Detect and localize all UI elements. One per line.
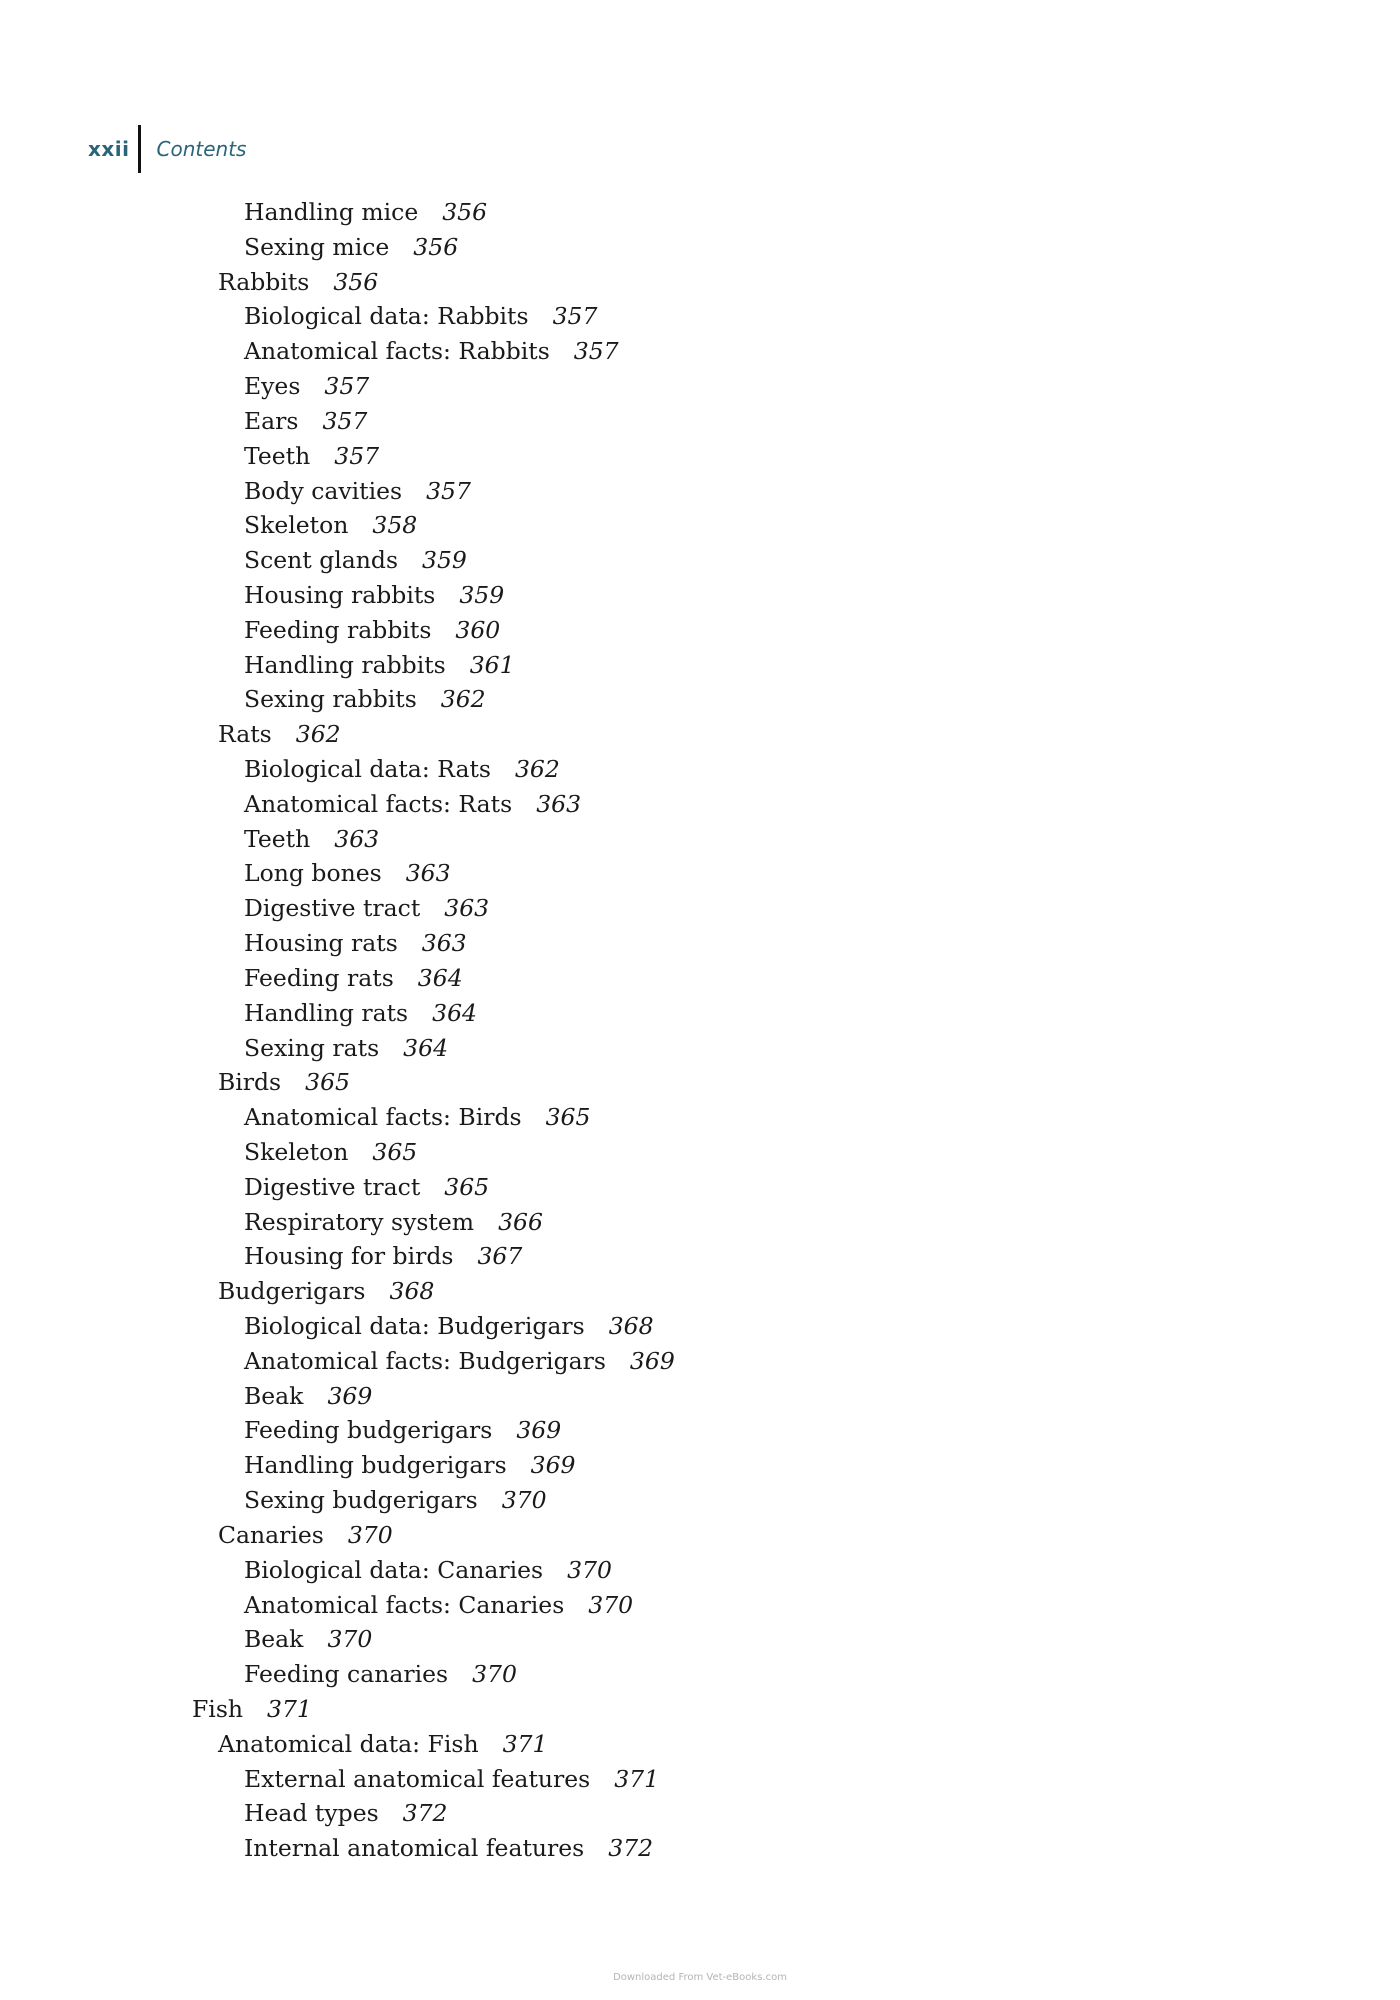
toc-entry-title: Sexing rats bbox=[244, 1033, 380, 1062]
toc-entry-title: Budgerigars bbox=[218, 1277, 366, 1306]
toc-entry bbox=[0, 752, 1400, 787]
toc-entry bbox=[0, 961, 1400, 996]
toc-entry-title: Handling rats bbox=[244, 998, 409, 1027]
toc-entry-title: Fish bbox=[192, 1694, 244, 1723]
toc-entry bbox=[0, 195, 1400, 230]
toc-entry-page: 357 bbox=[426, 476, 471, 505]
toc-entry bbox=[0, 1309, 1400, 1344]
toc-entry-page: 369 bbox=[516, 1416, 562, 1445]
footer-watermark: Downloaded From Vet-eBooks.com bbox=[613, 1972, 787, 1983]
toc-entry bbox=[0, 682, 1400, 717]
toc-entry bbox=[0, 891, 1400, 926]
toc-entry-page: 365 bbox=[545, 1103, 591, 1132]
toc-entry bbox=[0, 1379, 1400, 1414]
toc-entry-title: Rabbits bbox=[218, 267, 310, 296]
toc-entry-title: Handling budgerigars bbox=[244, 1451, 507, 1480]
toc-entry-page: 372 bbox=[608, 1834, 654, 1863]
toc-entry bbox=[0, 1657, 1400, 1692]
toc-entry-title: Teeth bbox=[244, 824, 311, 853]
toc-entry-page: 372 bbox=[402, 1799, 448, 1828]
toc-entry bbox=[0, 1413, 1400, 1448]
table-of-contents bbox=[0, 195, 1400, 1866]
toc-entry-title: Body cavities bbox=[244, 476, 403, 505]
toc-entry bbox=[0, 1727, 1400, 1762]
toc-entry bbox=[0, 996, 1400, 1031]
toc-entry-page: 363 bbox=[421, 929, 467, 958]
toc-entry-page: 357 bbox=[552, 302, 598, 331]
toc-entry-page: 357 bbox=[322, 406, 368, 435]
toc-entry bbox=[0, 1274, 1400, 1309]
toc-entry-title: Sexing rabbits bbox=[244, 685, 417, 714]
toc-entry-page: 370 bbox=[501, 1486, 547, 1515]
toc-entry-page: 356 bbox=[442, 198, 488, 226]
toc-entry-page: 371 bbox=[502, 1729, 548, 1758]
toc-entry-title: Beak bbox=[244, 1381, 304, 1410]
toc-entry-page: 360 bbox=[455, 615, 501, 644]
toc-entry-page: 367 bbox=[477, 1242, 523, 1271]
toc-entry-page: 357 bbox=[334, 441, 380, 470]
toc-entry-title: Biological data: Rats bbox=[244, 755, 491, 783]
toc-entry-page: 356 bbox=[413, 232, 459, 261]
toc-entry-title: Anatomical facts: Birds bbox=[244, 1103, 522, 1132]
toc-entry bbox=[0, 717, 1400, 752]
toc-entry-title: Skeleton bbox=[244, 1137, 349, 1166]
toc-entry-page: 365 bbox=[305, 1068, 350, 1097]
toc-entry-page: 362 bbox=[440, 685, 486, 714]
toc-entry-title: Anatomical facts: Rabbits bbox=[244, 337, 550, 366]
toc-entry-title: Feeding rats bbox=[244, 963, 394, 992]
toc-entry-page: 359 bbox=[459, 580, 505, 609]
toc-entry bbox=[0, 1065, 1400, 1100]
toc-entry bbox=[0, 299, 1400, 334]
toc-entry-title: Feeding canaries bbox=[244, 1660, 449, 1689]
toc-entry bbox=[0, 648, 1400, 683]
toc-entry-page: 363 bbox=[444, 894, 490, 923]
toc-entry-title: Respiratory system bbox=[244, 1207, 475, 1236]
toc-entry bbox=[0, 1100, 1400, 1135]
toc-entry-page: 357 bbox=[324, 372, 370, 401]
toc-entry-page: 363 bbox=[405, 859, 451, 888]
toc-entry-title: Handling rabbits bbox=[244, 650, 446, 679]
toc-entry-page: 371 bbox=[614, 1764, 660, 1793]
toc-entry-page: 370 bbox=[567, 1555, 612, 1584]
toc-entry bbox=[0, 1135, 1400, 1170]
toc-entry-title: Biological data: Canaries bbox=[244, 1555, 544, 1584]
toc-entry bbox=[0, 369, 1400, 404]
toc-entry bbox=[0, 578, 1400, 613]
toc-entry-title: Rats bbox=[218, 720, 272, 749]
toc-entry bbox=[0, 1588, 1400, 1623]
toc-entry-title: Ears bbox=[244, 406, 299, 435]
toc-entry-page: 370 bbox=[347, 1520, 393, 1549]
toc-entry-page: 365 bbox=[372, 1137, 418, 1166]
toc-entry-title: Internal anatomical features bbox=[244, 1834, 585, 1863]
toc-entry-title: Anatomical facts: Canaries bbox=[244, 1590, 565, 1619]
toc-entry-page: 365 bbox=[444, 1172, 490, 1201]
toc-entry-title: Teeth bbox=[244, 441, 311, 470]
toc-entry-page: 361 bbox=[469, 650, 515, 679]
toc-entry-title: Eyes bbox=[244, 372, 301, 401]
toc-entry bbox=[0, 404, 1400, 439]
toc-entry-page: 364 bbox=[403, 1033, 449, 1062]
toc-entry-page: 368 bbox=[389, 1277, 435, 1306]
toc-entry-title: Beak bbox=[244, 1625, 304, 1654]
toc-entry-title: Skeleton bbox=[244, 511, 349, 540]
toc-entry bbox=[0, 1518, 1400, 1553]
toc-entry bbox=[0, 1170, 1400, 1205]
toc-entry bbox=[0, 439, 1400, 474]
toc-entry bbox=[0, 543, 1400, 578]
toc-entry-page: 363 bbox=[334, 824, 380, 853]
toc-entry bbox=[0, 613, 1400, 648]
toc-entry-title: Anatomical data: Fish bbox=[218, 1729, 479, 1758]
toc-entry-title: Sexing budgerigars bbox=[244, 1486, 478, 1515]
toc-entry-page: 371 bbox=[267, 1694, 312, 1723]
toc-entry-title: Anatomical facts: Rats bbox=[244, 789, 513, 818]
toc-entry-title: Long bones bbox=[244, 859, 382, 888]
toc-entry-title: Birds bbox=[218, 1068, 282, 1097]
toc-entry-title: Biological data: Budgerigars bbox=[244, 1312, 585, 1340]
toc-entry-title: Head types bbox=[244, 1799, 379, 1828]
toc-entry-page: 369 bbox=[530, 1451, 576, 1480]
toc-entry-page: 362 bbox=[514, 755, 560, 783]
toc-entry-page: 359 bbox=[422, 546, 467, 575]
toc-entry bbox=[0, 1239, 1400, 1274]
toc-entry bbox=[0, 926, 1400, 961]
toc-entry bbox=[0, 787, 1400, 822]
toc-entry-title: Anatomical facts: Budgerigars bbox=[244, 1346, 606, 1375]
toc-entry bbox=[0, 334, 1400, 369]
toc-entry-page: 366 bbox=[498, 1207, 543, 1236]
toc-entry bbox=[0, 856, 1400, 891]
toc-entry bbox=[0, 1622, 1400, 1657]
toc-entry-title: Sexing mice bbox=[244, 232, 390, 261]
toc-entry bbox=[0, 1553, 1400, 1588]
toc-entry bbox=[0, 230, 1400, 265]
toc-entry-page: 364 bbox=[417, 963, 463, 992]
toc-entry-title: Feeding budgerigars bbox=[244, 1416, 493, 1445]
toc-entry-title: Housing for birds bbox=[244, 1242, 454, 1271]
toc-entry bbox=[0, 265, 1400, 300]
toc-entry bbox=[0, 474, 1400, 509]
toc-entry-page: 363 bbox=[536, 789, 582, 818]
toc-entry bbox=[0, 822, 1400, 857]
toc-entry-page: 362 bbox=[295, 720, 341, 749]
toc-entry-page: 357 bbox=[573, 337, 619, 366]
toc-entry bbox=[0, 1483, 1400, 1518]
toc-entry-title: Housing rabbits bbox=[244, 580, 436, 609]
toc-entry-title: Feeding rabbits bbox=[244, 615, 432, 644]
page-number: xxii bbox=[88, 137, 130, 161]
toc-entry-page: 370 bbox=[472, 1660, 517, 1689]
toc-entry-title: Digestive tract bbox=[244, 1172, 421, 1201]
toc-entry-page: 370 bbox=[327, 1625, 373, 1654]
toc-entry-title: Handling mice bbox=[244, 198, 419, 226]
toc-entry bbox=[0, 1762, 1400, 1797]
toc-entry-page: 358 bbox=[372, 511, 418, 540]
running-header bbox=[88, 124, 246, 174]
toc-entry bbox=[0, 1205, 1400, 1240]
toc-entry-page: 370 bbox=[588, 1590, 634, 1619]
toc-entry-title: Digestive tract bbox=[244, 894, 421, 923]
toc-entry-page: 356 bbox=[333, 267, 379, 296]
toc-entry-title: Scent glands bbox=[244, 546, 399, 575]
toc-entry-page: 364 bbox=[432, 998, 477, 1027]
toc-entry bbox=[0, 1796, 1400, 1831]
toc-entry bbox=[0, 1692, 1400, 1727]
toc-entry bbox=[0, 1344, 1400, 1379]
toc-entry-page: 369 bbox=[327, 1381, 373, 1410]
toc-entry-title: Housing rats bbox=[244, 929, 398, 958]
toc-entry bbox=[0, 1031, 1400, 1066]
toc-entry-title: Canaries bbox=[218, 1520, 324, 1549]
toc-entry-title: External anatomical features bbox=[244, 1764, 591, 1793]
toc-entry-title: Biological data: Rabbits bbox=[244, 302, 529, 331]
header-divider bbox=[138, 125, 141, 173]
toc-entry bbox=[0, 1831, 1400, 1866]
toc-entry-page: 369 bbox=[629, 1346, 675, 1375]
section-title: Contents bbox=[156, 137, 247, 161]
toc-entry bbox=[0, 508, 1400, 543]
toc-entry-page: 368 bbox=[608, 1312, 654, 1340]
toc-entry bbox=[0, 1448, 1400, 1483]
